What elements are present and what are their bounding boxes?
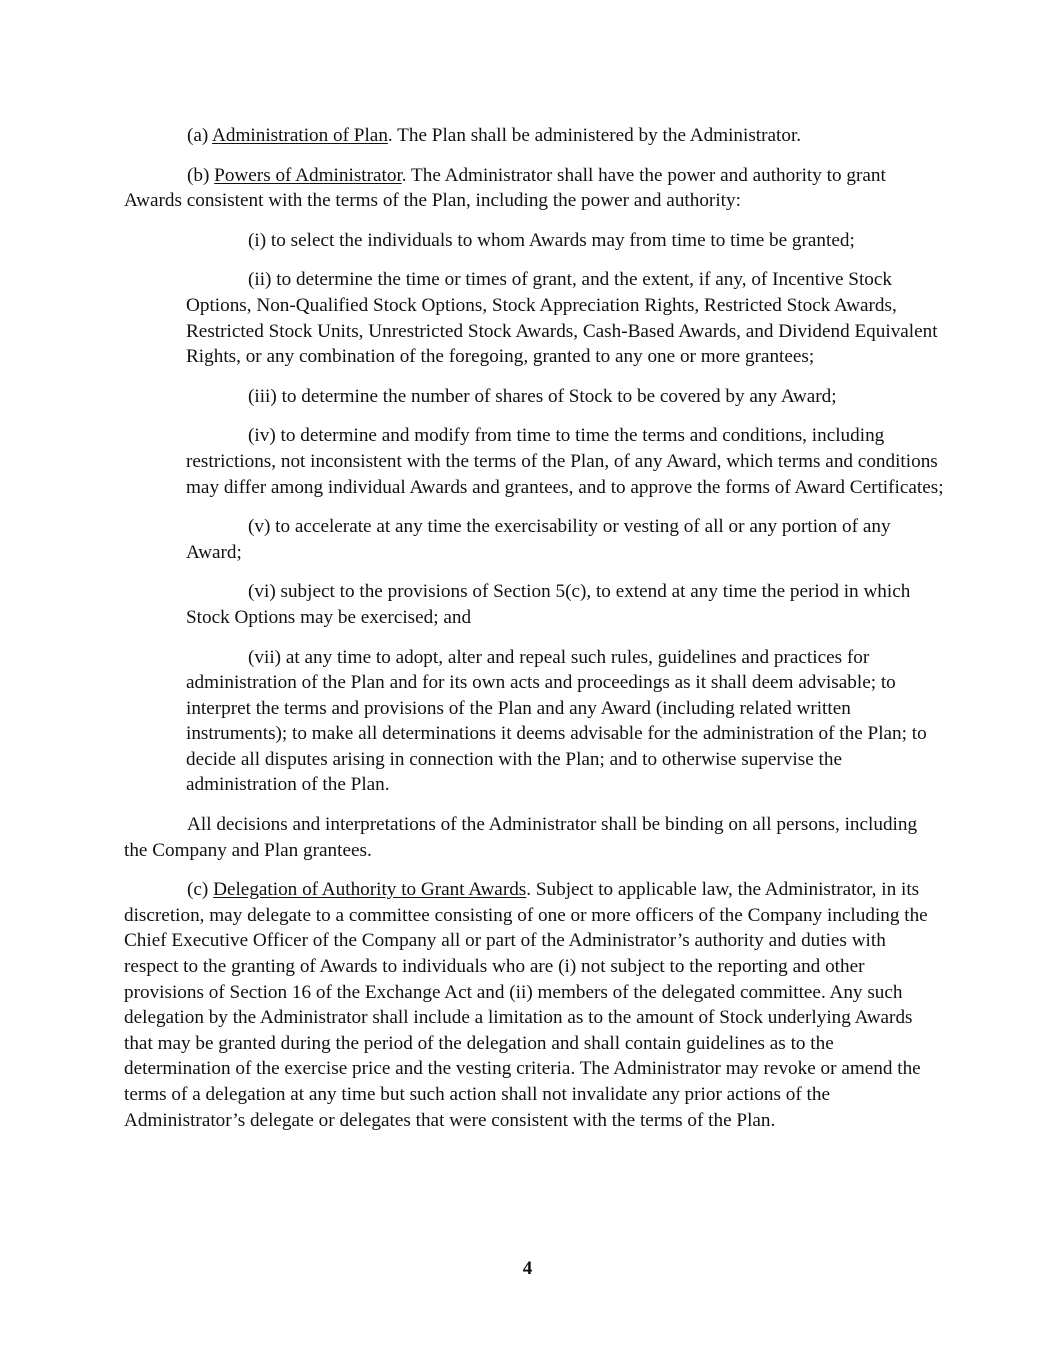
section-a-heading: Administration of Plan <box>212 125 388 146</box>
power-item-i: (i) to select the individuals to whom Awards may from time to time be granted; <box>248 229 855 251</box>
power-item-ii: (ii) to determine the time or times of grant, and the extent, if any, of Incentive Stock Options, Non-Qualified Stock Options, Stock Appreciation Rights, Restricted Stock Awards, Restricted Stock Units, Unrestricted Stock Awards, Cash-Based Awards, and Dividend Equivalent Rights, or any combination of the foregoing, granted to any one or more grantees; <box>186 269 938 368</box>
section-a-text: . The Plan shall be administered by the Administrator. <box>387 125 802 146</box>
section-c-paragraph <box>124 877 944 1133</box>
document-body <box>124 123 944 1147</box>
section-a-paragraph <box>124 123 944 149</box>
section-c-heading: Delegation of Authority to Grant Awards <box>213 879 527 901</box>
section-c-text: . Subject to applicable law, the Administrator, in its discretion, may delegate to a committee consisting of one or more officers of the Company including the Chief Executive Officer of the Company all or part of the Administrator’s authority and duties with respect to the granting of Awards to individuals who are (i) not subject to the reporting and other provisions of Section 16 of the Exchange Act and (ii) members of the delegated committee. Any such delegation by the Administrator shall include a limitation as to the amount of Stock underlying Awards that may be granted during the period of the delegation and shall contain guidelines as to the determination of the exercise price and the vesting criteria. The Administrator may revoke or amend the terms of a delegation at any time but such action shall not invalidate any prior actions of the Administrator’s delegate or delegates that were consistent with the terms of the Plan. <box>124 879 928 1131</box>
power-item-vi: (vi) subject to the provisions of Section 5(c), to extend at any time the period in which Stock Options may be exercised; and <box>186 581 911 628</box>
page-number: 4 <box>522 1258 533 1279</box>
power-item-v: (v) to accelerate at any time the exercisability or vesting of all or any portion of any Award; <box>186 516 891 563</box>
decisions-paragraph: All decisions and interpretations of the Administrator shall be binding on all persons, including the Company and Plan grantees. <box>124 814 918 861</box>
section-a-label: (a) <box>187 125 209 146</box>
section-b-label: (b) <box>187 164 210 186</box>
section-b-paragraph <box>124 163 944 214</box>
section-b-text: . The Administrator shall have the power and authority to grant Awards consistent with the terms of the Plan, including the power and authority: <box>124 164 886 212</box>
power-item-vii: (vii) at any time to adopt, alter and repeal such rules, guidelines and practices for administration of the Plan and for its own acts and proceedings as it shall deem advisable; to interpret the terms and provisions of the Plan and any Award (including related written instruments); to make all determinations it deems advisable for the administration of the Plan; to decide all disputes arising in connection with the Plan; and to otherwise supervise the administration of the Plan. <box>186 646 927 796</box>
section-b-heading: Powers of Administrator <box>214 164 402 186</box>
power-item-iii: (iii) to determine the number of shares of Stock to be covered by any Award; <box>248 385 837 407</box>
power-item-iv: (iv) to determine and modify from time to time the terms and conditions, including restrictions, not inconsistent with the terms of the Plan, of any Award, which terms and conditions may differ among individual Awards and grantees, and to approve the forms of Award Certificates; <box>186 425 944 498</box>
section-c-label: (c) <box>187 879 209 901</box>
